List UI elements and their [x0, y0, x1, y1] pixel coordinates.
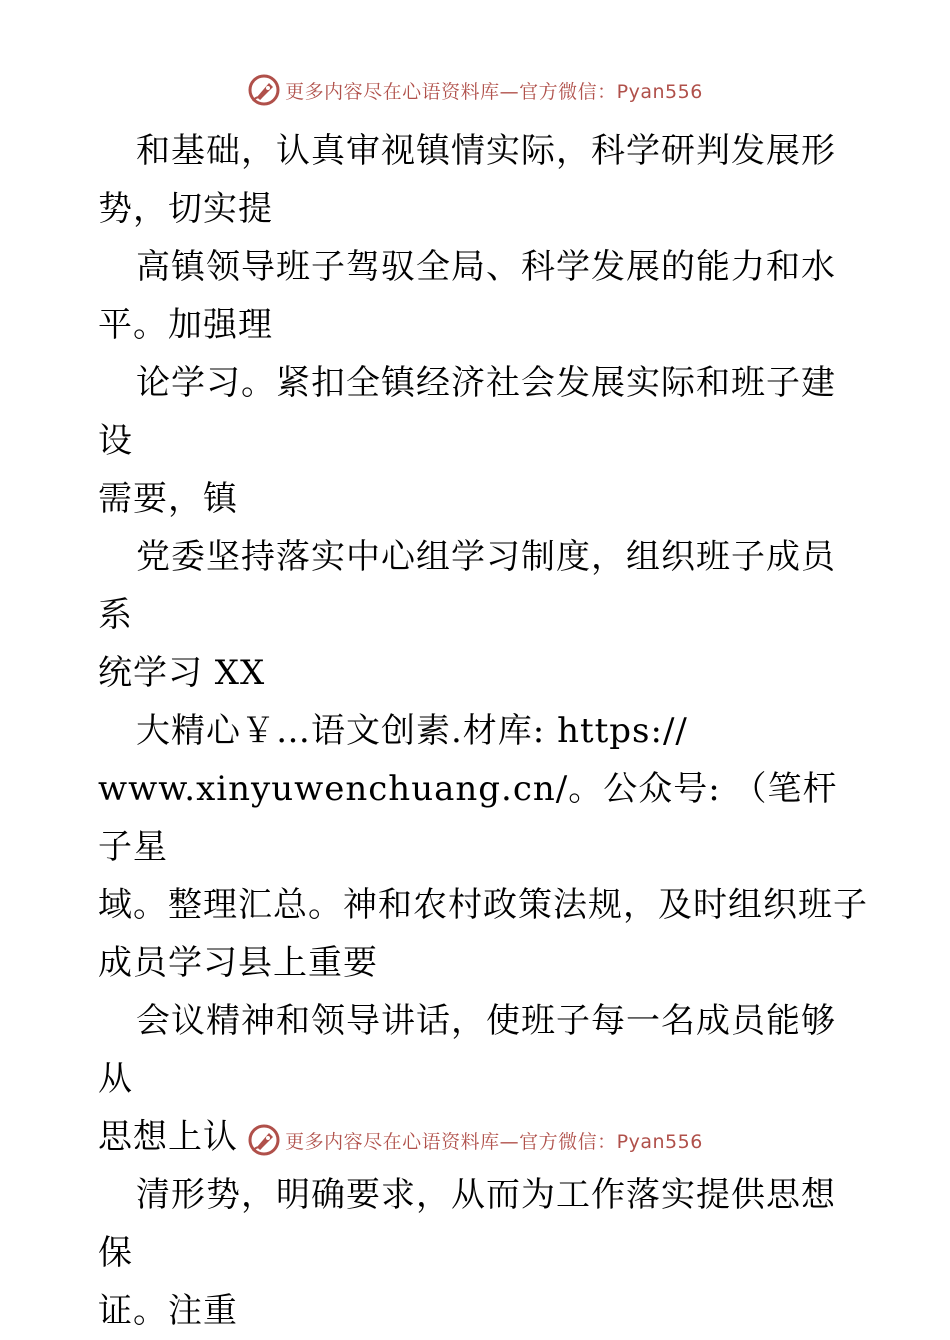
pen-nib-logo-icon: [247, 1123, 281, 1157]
header-banner: [0, 70, 950, 110]
body-text-line: 需要，镇: [98, 479, 238, 519]
body-text-line: 会议精神和领导讲话，使班子每一名成员能够从: [98, 1001, 836, 1099]
body-text-line: 势，切实提: [98, 189, 273, 229]
body-text-line: 党委坚持落实中心组学习制度，组织班子成员系: [98, 537, 836, 635]
body-text-line: 证。注重: [98, 1291, 238, 1331]
body-text-line: 成员学习县上重要: [98, 943, 378, 983]
body-text-line: 大精心￥…语文创素.材库: https://: [136, 711, 688, 751]
body-text-line: 论学习。紧扣全镇经济社会发展实际和班子建设: [98, 363, 836, 461]
body-text-line: 思想上认: [98, 1117, 238, 1157]
body-text-line: 高镇领导班子驾驭全局、科学发展的能力和水: [136, 247, 836, 287]
footer-banner-text: 更多内容尽在心语资料库—官方微信：Pyan556: [285, 1130, 703, 1153]
pen-nib-logo-icon: [247, 73, 281, 107]
header-banner-text: 更多内容尽在心语资料库—官方微信：Pyan556: [285, 80, 703, 103]
body-text-line: 和基础，认真审视镇情实际，科学研判发展形: [136, 131, 836, 171]
body-text-line: www.xinyuwenchuang.cn/。公众号: （笔杆子星: [98, 769, 838, 867]
body-text-line: 清形势，明确要求，从而为工作落实提供思想保: [98, 1175, 836, 1273]
footer-banner: [0, 1120, 950, 1160]
body-text-line: 域。整理汇总。神和农村政策法规，及时组织班子: [98, 885, 868, 925]
body-text-line: 统学习 XX: [98, 653, 266, 693]
body-text-line: 平。加强理: [98, 305, 273, 345]
